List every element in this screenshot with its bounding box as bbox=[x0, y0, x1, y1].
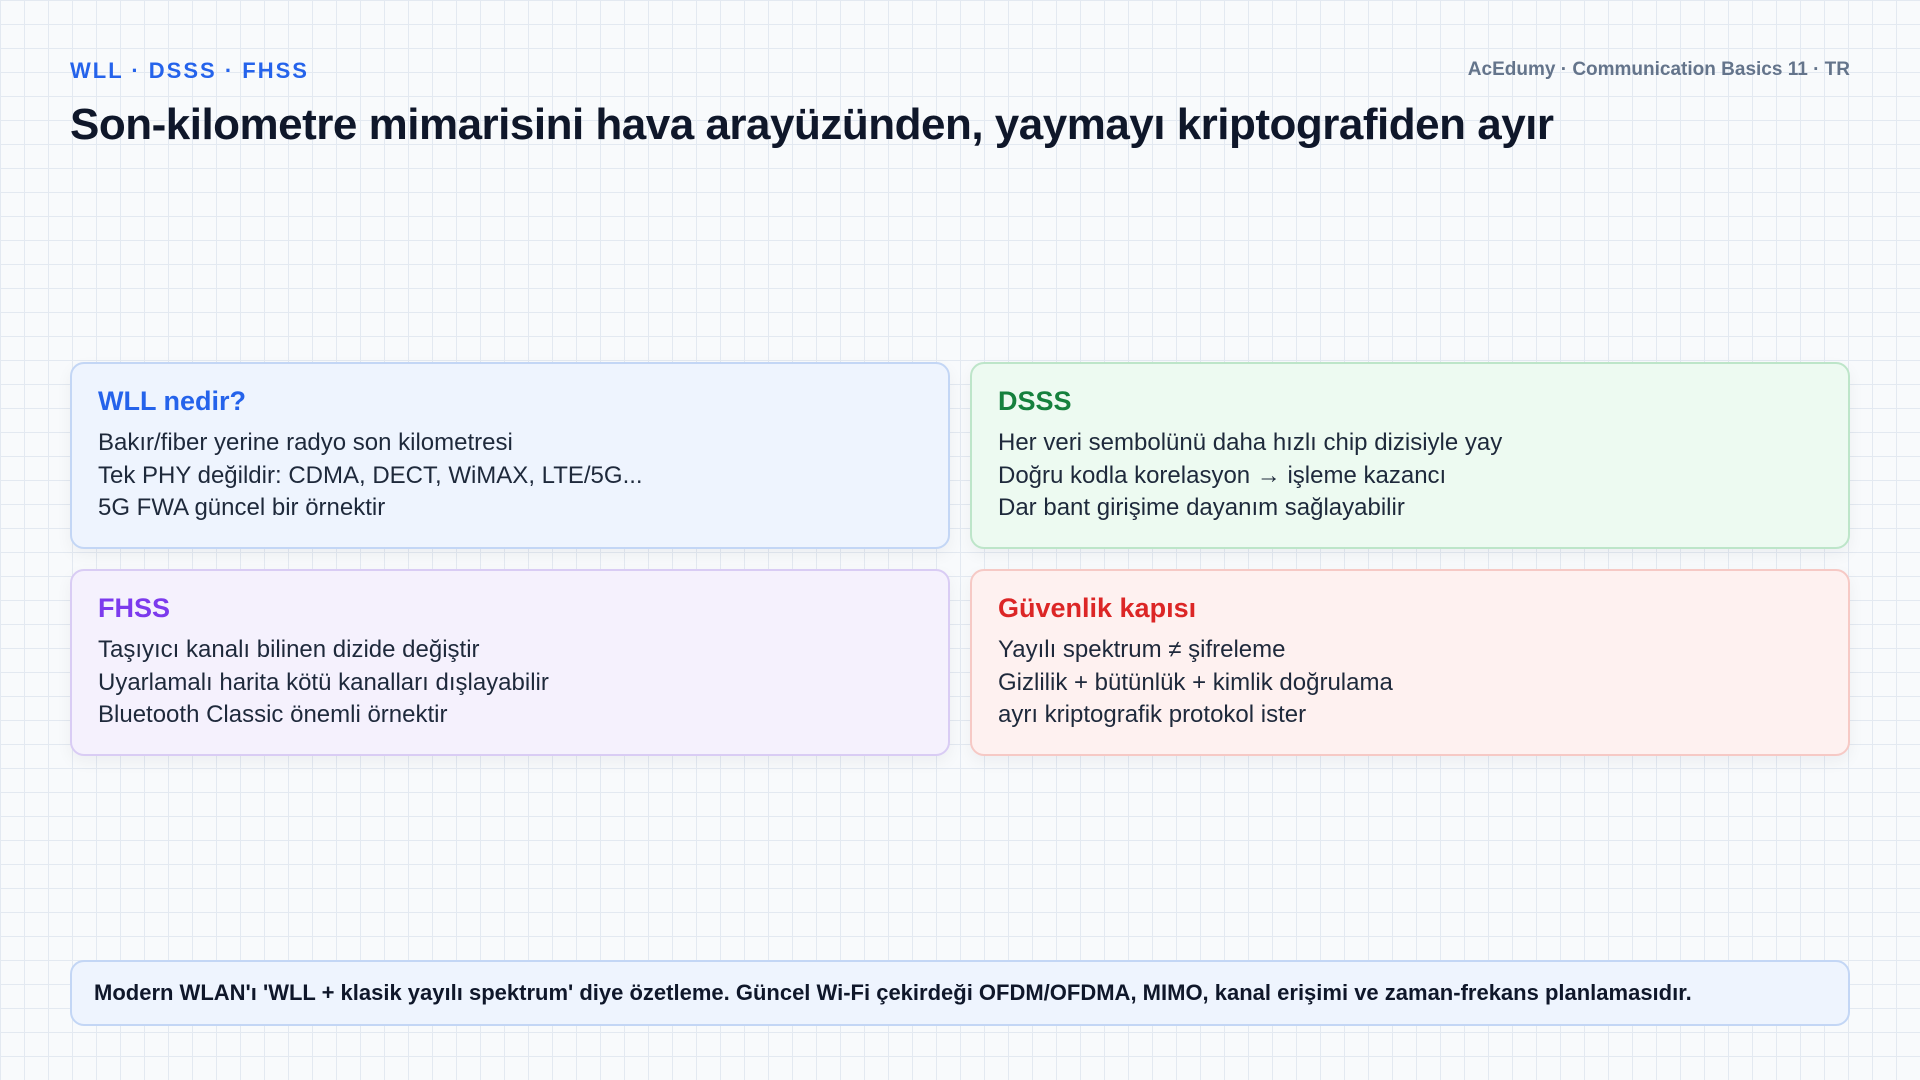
summary-note: Modern WLAN'ı 'WLL + klasik yayılı spektrum' diye özetleme. Güncel Wi-Fi çekirdeği OFDM/OFDMA, MIMO, kanal erişimi ve zaman-frekans planlamasıdır. bbox=[70, 960, 1850, 1026]
card-line: 5G FWA güncel bir örnektir bbox=[98, 494, 386, 521]
section-kicker: WLL · DSSS · FHSS bbox=[70, 58, 309, 83]
course-brand: AcEdumy · Communication Basics 11 · TR bbox=[1467, 59, 1850, 80]
card-title: WLL nedir? bbox=[98, 386, 246, 416]
card-line: Bakır/fiber yerine radyo son kilometresi bbox=[98, 429, 513, 456]
card-line: Her veri sembolünü daha hızlı chip dizisiyle yay bbox=[998, 429, 1503, 456]
card-line: Gizlilik + bütünlük + kimlik doğrulama bbox=[998, 668, 1393, 696]
card-line: Dar bant girişime dayanım sağlayabilir bbox=[998, 494, 1405, 521]
card-line: Uyarlamalı harita kötü kanalları dışlayabilir bbox=[98, 668, 549, 696]
card-fhss bbox=[70, 569, 950, 756]
card-line: ayrı kriptografik protokol ister bbox=[998, 701, 1307, 728]
card-title: FHSS bbox=[98, 593, 171, 623]
card-line: Doğru kodla korelasyon → işleme kazancı bbox=[998, 461, 1447, 489]
concept-card-grid bbox=[70, 362, 1850, 756]
card-line: Yayılı spektrum ≠ şifreleme bbox=[998, 636, 1286, 663]
card-line: Taşıyıcı kanalı bilinen dizide değiştir bbox=[98, 636, 480, 663]
slide-title: Son-kilometre mimarisini hava arayüzünden, yaymayı kriptografiden ayır bbox=[70, 100, 1554, 149]
card-line: Bluetooth Classic önemli örnektir bbox=[98, 701, 448, 728]
card-security-gate bbox=[970, 569, 1850, 756]
card-wll bbox=[70, 362, 950, 549]
card-line: Tek PHY değildir: CDMA, DECT, WiMAX, LTE/5G... bbox=[98, 461, 643, 489]
card-dsss bbox=[970, 362, 1850, 549]
card-title: Güvenlik kapısı bbox=[998, 593, 1197, 623]
card-title: DSSS bbox=[998, 386, 1072, 416]
